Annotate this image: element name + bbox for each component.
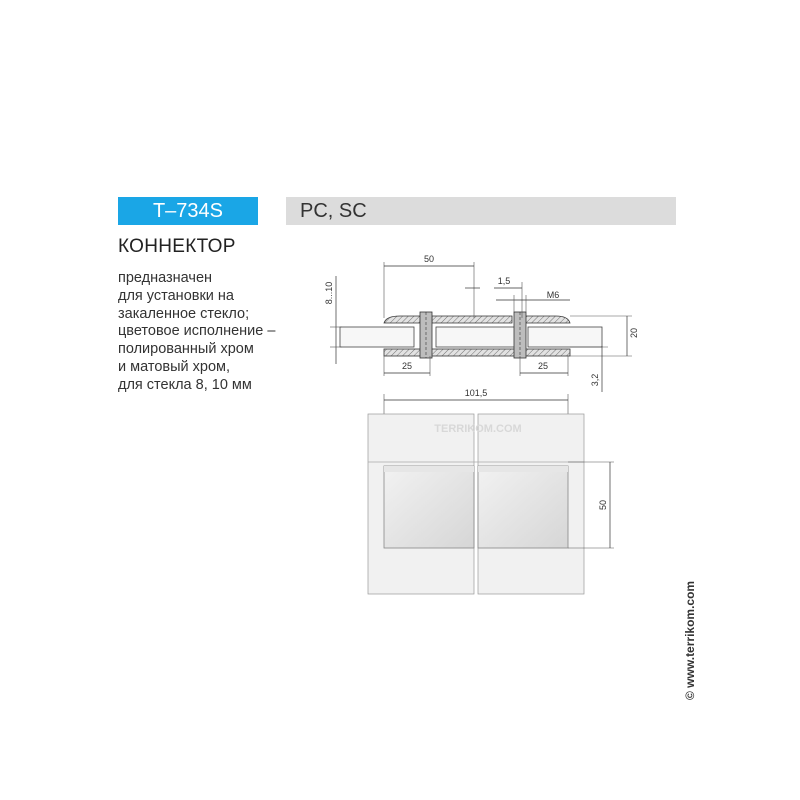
- front-watermark: TERRIKOM.COM: [434, 423, 522, 435]
- description-line: цветовое исполнение –: [118, 323, 276, 340]
- glass-pane-left: [340, 327, 414, 347]
- dim-glass-thickness: 8...10: [324, 281, 334, 305]
- finish-codes-bar: PC, SC: [286, 197, 676, 225]
- bottom-plate-right: [522, 349, 570, 356]
- product-title: КОННЕКТОР: [118, 236, 236, 257]
- dim-right-bottom: 25: [537, 361, 549, 371]
- dim-offset: 3,2: [590, 373, 600, 387]
- side-view: [324, 254, 639, 392]
- top-plate-center: [432, 316, 512, 323]
- description-line: и матовый хром,: [118, 358, 231, 375]
- product-code-badge: T–734S: [118, 197, 258, 225]
- glass-pane-center: [436, 327, 516, 347]
- description-line: для установки на: [118, 287, 234, 304]
- bottom-plate-center: [430, 349, 518, 356]
- glass-pane-right: [528, 327, 602, 347]
- front-view: [368, 388, 614, 594]
- dim-top-length: 50: [423, 254, 435, 264]
- connector-plate-left: [384, 466, 474, 548]
- dim-left-bottom: 25: [401, 361, 413, 371]
- copyright-text: © www.terrikom.com: [683, 580, 697, 700]
- description-line: для стекла 8, 10 мм: [118, 376, 252, 393]
- description-line: предназначен: [118, 270, 213, 286]
- dim-gap: 1,5: [497, 276, 511, 286]
- dim-front-height: 50: [598, 499, 608, 511]
- top-plate-right: [524, 316, 570, 323]
- description-line: закаленное стекло;: [118, 305, 250, 322]
- dim-front-width: 101,5: [464, 388, 488, 398]
- bottom-plate-left: [384, 349, 424, 356]
- description-line: полированный хром: [118, 341, 254, 358]
- dim-thread: M6: [546, 290, 560, 300]
- top-plate-left: [384, 316, 420, 323]
- connector-plate-right: [478, 466, 568, 548]
- dim-height: 20: [629, 327, 639, 339]
